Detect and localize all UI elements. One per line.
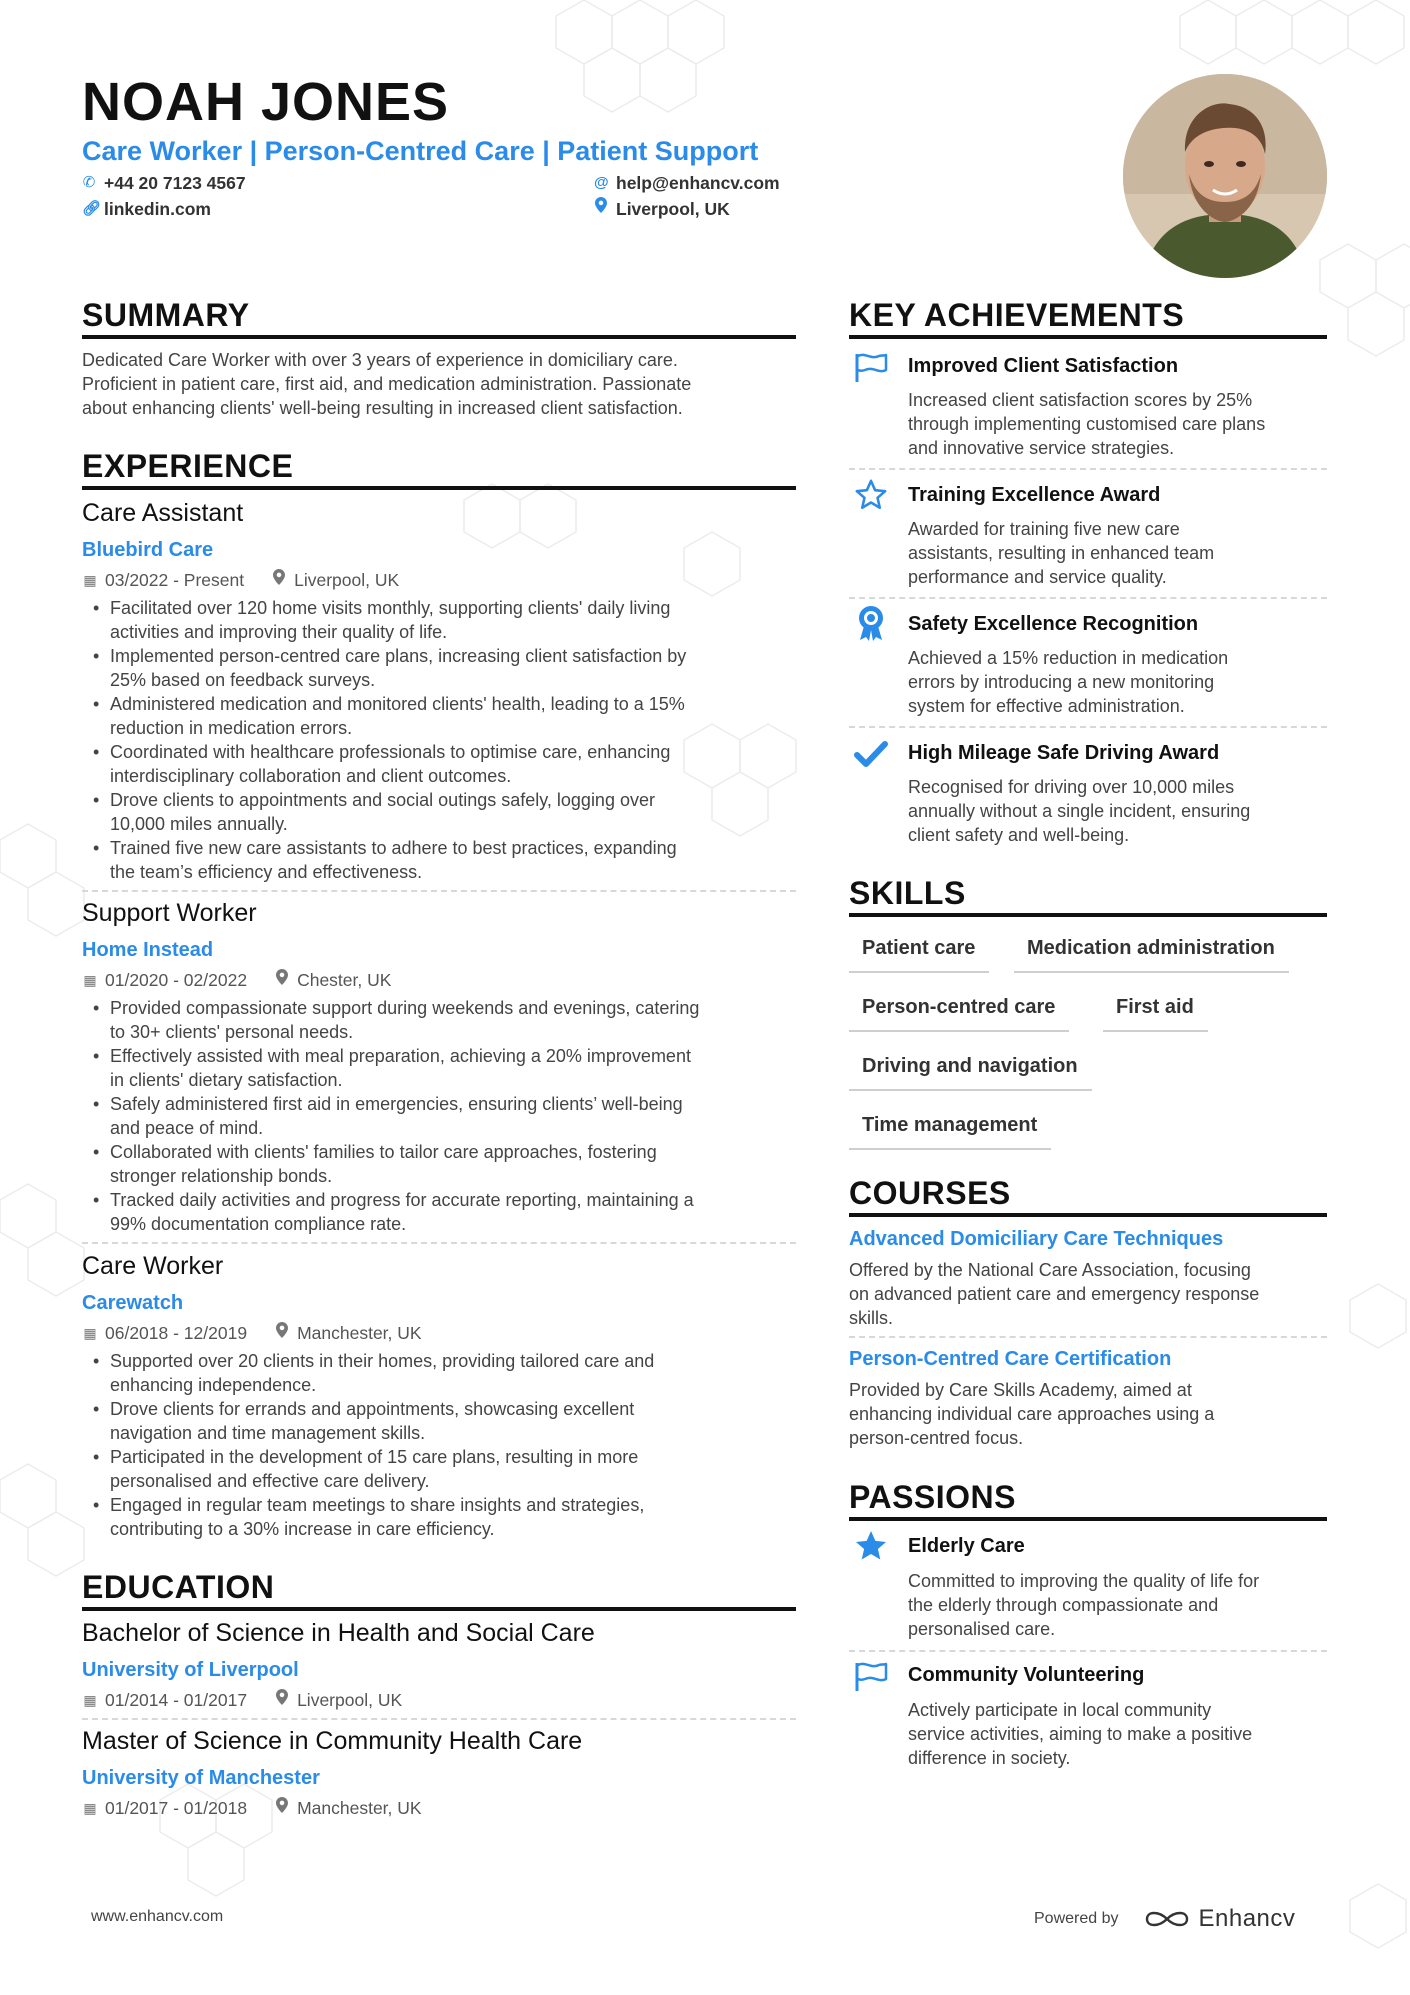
divider — [849, 1336, 1327, 1338]
list-item: • Supported over 20 clients in their homes, providing tailored care and enhancing independence. — [83, 1349, 654, 1397]
passion-desc: Committed to improving the quality of life for the elderly through compassionate and personalised care. — [908, 1571, 1260, 1639]
location-pin-icon — [275, 1322, 289, 1344]
course-desc: Provided by Care Skills Academy, aimed at enhancing individual care approaches using a person-centred focus. — [849, 1380, 1215, 1448]
experience-heading: EXPERIENCE — [82, 448, 294, 484]
at-icon: @ — [594, 174, 609, 191]
passions-heading: PASSIONS — [849, 1479, 1016, 1515]
skills-heading: SKILLS — [849, 875, 966, 911]
location-pin-icon — [275, 1689, 289, 1711]
skill-tag: Patient care — [849, 935, 989, 973]
brand-name: Enhancv — [1198, 1905, 1296, 1932]
location-text: Liverpool, UK — [616, 199, 730, 219]
school-name: University of Liverpool — [82, 1659, 299, 1681]
contact-linkedin[interactable] — [82, 197, 211, 221]
skill-tag: Person-centred care — [849, 994, 1069, 1032]
job-dates: 01/2020 - 02/2022 — [105, 970, 248, 990]
education-meta — [83, 1689, 402, 1711]
divider — [849, 597, 1327, 599]
list-item: • Engaged in regular team meetings to share insights and strategies, contributing to a 30% increase in care efficiency. — [83, 1493, 654, 1541]
footer-powered — [1034, 1905, 1295, 1933]
job-company: Carewatch — [82, 1292, 184, 1314]
calendar-icon: ▦ — [83, 972, 97, 988]
summary-heading: SUMMARY — [82, 297, 250, 333]
divider — [849, 726, 1327, 728]
achievements-rule — [849, 335, 1327, 339]
passion-desc: Actively participate in local community service activities, aiming to make a positive difference in society. — [908, 1700, 1253, 1768]
list-item: • Collaborated with clients' families to tailor care approaches, fostering stronger relationship bonds. — [83, 1140, 699, 1188]
job-title: Support Worker — [82, 899, 257, 927]
divider — [82, 1718, 796, 1720]
divider — [849, 468, 1327, 470]
course-title: Person-Centred Care Certification — [849, 1348, 1172, 1370]
job-bullets — [83, 596, 686, 884]
summary-line: Dedicated Care Worker with over 3 years of experience in domiciliary care. — [82, 350, 678, 370]
education-meta — [83, 1797, 422, 1819]
degree-title: Master of Science in Community Health Care — [82, 1727, 583, 1755]
passion-title: Community Volunteering — [908, 1664, 1145, 1686]
course-title: Advanced Domiciliary Care Techniques — [849, 1228, 1224, 1250]
list-item: • Participated in the development of 15 care plans, resulting in more personalised and effective care delivery. — [83, 1445, 654, 1493]
education-heading: EDUCATION — [82, 1569, 275, 1605]
skill-tag: Medication administration — [1014, 935, 1289, 973]
location-pin-icon — [275, 1797, 289, 1819]
passions-rule — [849, 1517, 1327, 1521]
education-location: Manchester, UK — [297, 1798, 422, 1818]
list-item: • Tracked daily activities and progress for accurate reporting, maintaining a 99% documentation compliance rate. — [83, 1188, 699, 1236]
list-item: • Drove clients to appointments and social outings safely, logging over 10,000 miles annually. — [83, 788, 686, 836]
contact-email[interactable] — [594, 171, 780, 195]
job-location: Liverpool, UK — [294, 570, 400, 590]
education-dates: 01/2017 - 01/2018 — [105, 1798, 248, 1818]
achievement-title: Safety Excellence Recognition — [908, 613, 1199, 635]
degree-title: Bachelor of Science in Health and Social Care — [82, 1619, 595, 1647]
summary-rule — [82, 335, 796, 339]
achievement-title: Improved Client Satisfaction — [908, 355, 1179, 377]
phone-icon: ✆ — [82, 174, 96, 191]
list-item: • Implemented person-centred care plans, increasing client satisfaction by 25% based on feedback surveys. — [83, 644, 686, 692]
course-desc: Offered by the National Care Association, focusing on advanced patient care and emergency response skills. — [849, 1260, 1260, 1328]
checkmark-icon — [852, 735, 890, 773]
experience-rule — [82, 486, 796, 490]
education-dates: 01/2014 - 01/2017 — [105, 1690, 248, 1710]
list-item: • Safely administered first aid in emergencies, ensuring clients’ well-being and peace of mind. — [83, 1092, 699, 1140]
flag-icon — [852, 1658, 890, 1696]
summary-text — [82, 348, 691, 420]
calendar-icon: ▦ — [83, 572, 97, 588]
list-item: • Provided compassionate support during weekends and evenings, catering to 30+ clients' personal needs. — [83, 996, 699, 1044]
list-item: • Facilitated over 120 home visits monthly, supporting clients' daily living activities and improving their quality of life. — [83, 596, 686, 644]
skill-tag: Time management — [849, 1112, 1051, 1150]
award-ribbon-icon — [852, 604, 890, 642]
location-pin-icon — [594, 197, 608, 221]
list-item: • Effectively assisted with meal preparation, achieving a 20% improvement in clients' dietary satisfaction. — [83, 1044, 699, 1092]
achievement-title: Training Excellence Award — [908, 484, 1161, 506]
candidate-headline: Care Worker | Person-Centred Care | Patient Support — [82, 136, 759, 166]
phone-text: +44 20 7123 4567 — [104, 173, 246, 193]
list-item: • Administered medication and monitored clients' health, leading to a 15% reduction in medication errors. — [83, 692, 686, 740]
email-text[interactable]: help@enhancv.com — [616, 173, 780, 193]
divider — [849, 1650, 1327, 1652]
achievement-desc: Achieved a 15% reduction in medication errors by introducing a new monitoring system for effective administration. — [908, 648, 1229, 716]
divider — [82, 890, 796, 892]
school-name: University of Manchester — [82, 1767, 320, 1789]
list-item: • Coordinated with healthcare professionals to optimise care, enhancing interdisciplinary collaboration and client outcomes. — [83, 740, 686, 788]
location-pin-icon — [275, 969, 289, 991]
job-company: Home Instead — [82, 939, 214, 961]
calendar-icon: ▦ — [83, 1325, 97, 1341]
powered-by-text: Powered by — [1034, 1910, 1119, 1927]
job-location: Manchester, UK — [297, 1323, 422, 1343]
enhancv-logo-icon — [1143, 1907, 1191, 1931]
job-dates: 06/2018 - 12/2019 — [105, 1323, 248, 1343]
link-icon: 🔗︎ — [82, 200, 102, 217]
job-title: Care Worker — [82, 1252, 224, 1280]
summary-line: about enhancing clients' well-being resulting in increased client satisfaction. — [82, 398, 683, 418]
achievement-desc: Increased client satisfaction scores by 25% through implementing customised care plans and innovative service strategies. — [908, 390, 1266, 458]
education-location: Liverpool, UK — [297, 1690, 403, 1710]
divider — [82, 1242, 796, 1244]
star-outline-icon — [852, 476, 890, 514]
courses-rule — [849, 1213, 1327, 1217]
job-title: Care Assistant — [82, 499, 244, 527]
footer-website[interactable]: www.enhancv.com — [91, 1908, 224, 1925]
education-rule — [82, 1607, 796, 1611]
job-company: Bluebird Care — [82, 539, 214, 561]
achievement-desc: Awarded for training five new care assistants, resulting in enhanced team performance and service quality. — [908, 519, 1215, 587]
job-location: Chester, UK — [297, 970, 392, 990]
list-item: • Trained five new care assistants to adhere to best practices, expanding the team’s efficiency and effectiveness. — [83, 836, 686, 884]
job-meta — [83, 969, 391, 991]
summary-line: Proficient in patient care, first aid, and medication administration. Passionate — [82, 374, 692, 394]
skills-rule — [849, 913, 1327, 917]
contact-phone — [82, 171, 246, 195]
skill-tag: First aid — [1103, 994, 1208, 1032]
location-pin-icon — [272, 569, 286, 591]
list-item: • Drove clients for errands and appointments, showcasing excellent navigation and time management skills. — [83, 1397, 654, 1445]
job-meta — [83, 1322, 422, 1344]
calendar-icon: ▦ — [83, 1800, 97, 1816]
job-meta — [83, 569, 399, 591]
skill-tag: Driving and navigation — [849, 1053, 1092, 1091]
job-bullets — [83, 996, 699, 1236]
calendar-icon: ▦ — [83, 1692, 97, 1708]
flag-icon — [852, 349, 890, 387]
star-filled-icon — [852, 1527, 890, 1565]
achievements-heading: KEY ACHIEVEMENTS — [849, 297, 1185, 333]
job-bullets — [83, 1349, 654, 1541]
contact-location — [594, 197, 730, 221]
courses-heading: COURSES — [849, 1175, 1011, 1211]
profile-photo — [1123, 74, 1327, 278]
brand-logo[interactable] — [1143, 1905, 1296, 1933]
achievement-desc: Recognised for driving over 10,000 miles annually without a single incident, ensuring client safety and well-being. — [908, 777, 1251, 845]
passion-title: Elderly Care — [908, 1535, 1025, 1557]
job-dates: 03/2022 - Present — [105, 570, 245, 590]
achievement-title: High Mileage Safe Driving Award — [908, 742, 1220, 764]
linkedin-text[interactable]: linkedin.com — [104, 199, 211, 219]
candidate-name: NOAH JONES — [82, 72, 450, 132]
